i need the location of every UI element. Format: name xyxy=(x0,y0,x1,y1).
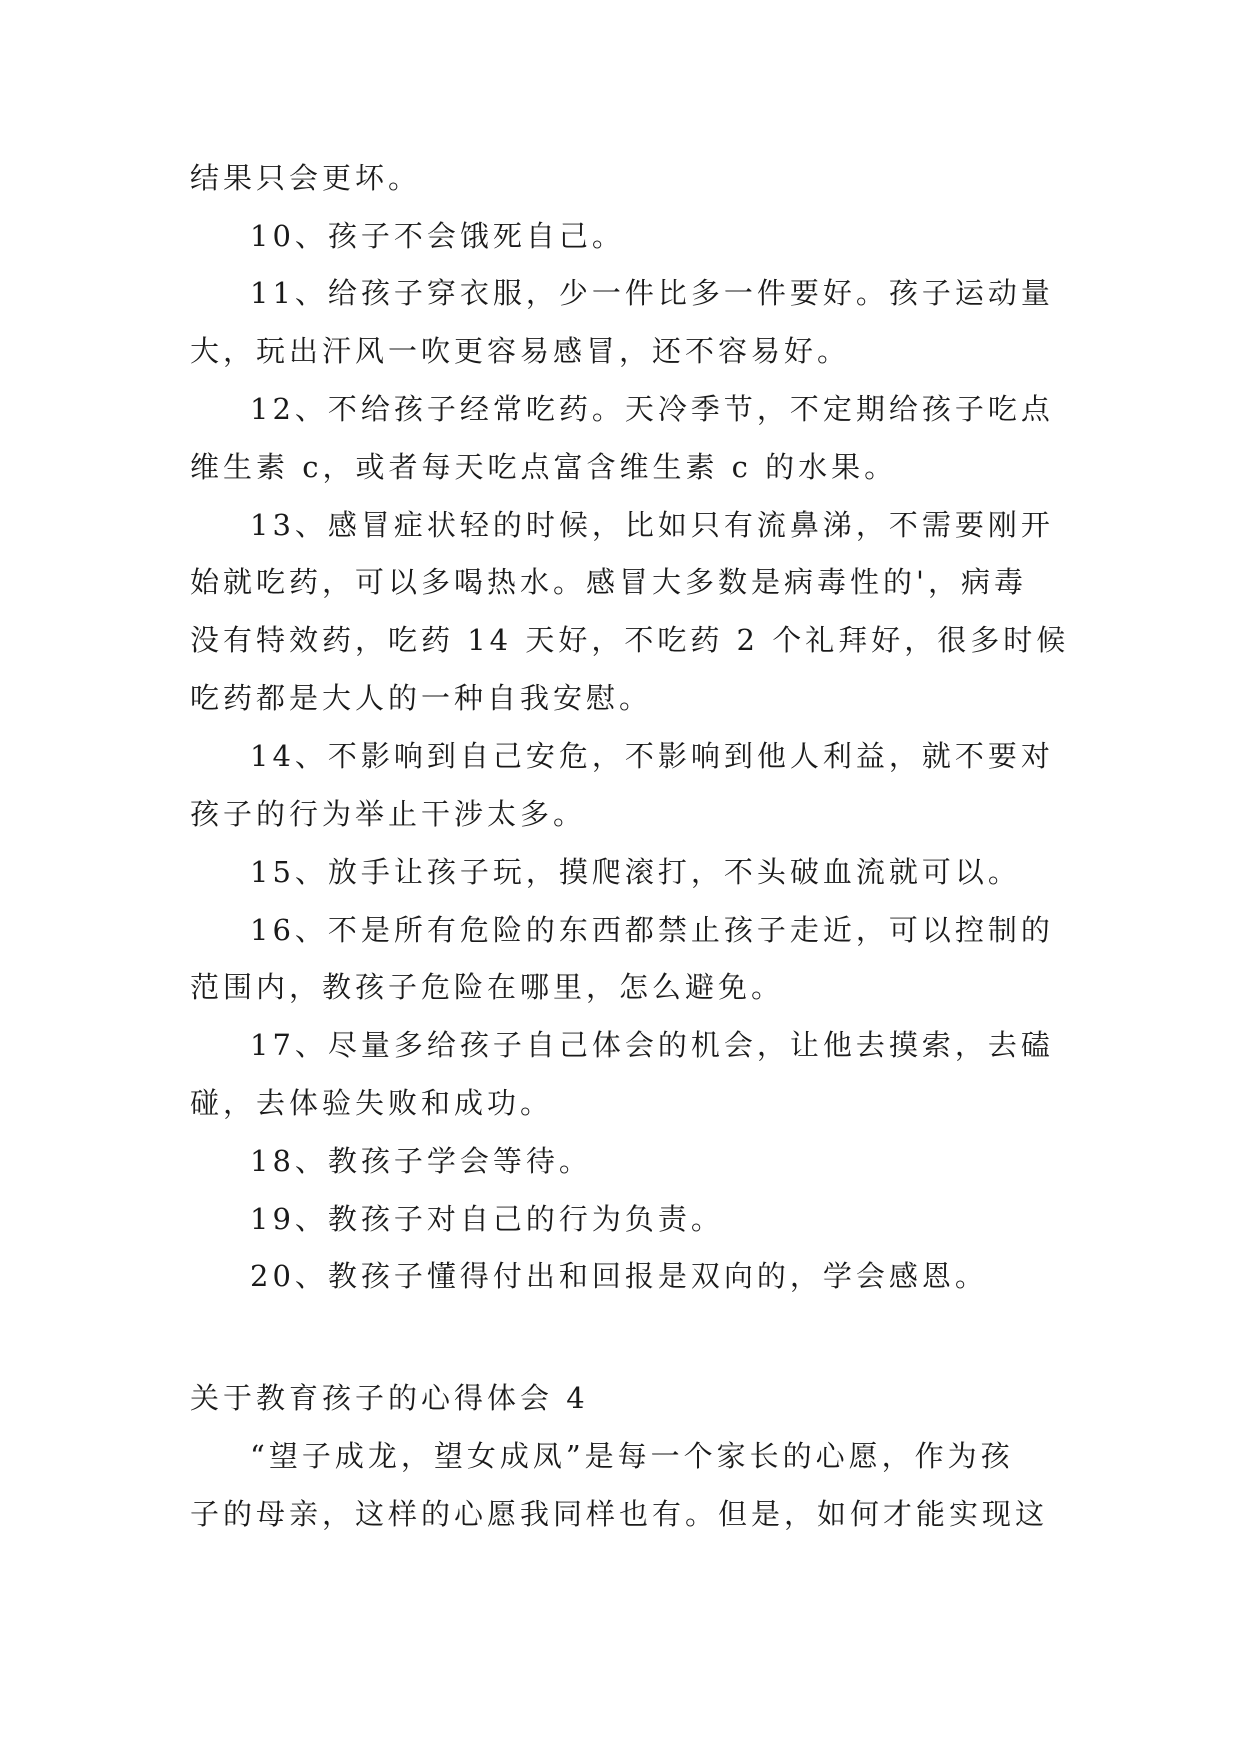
list-item-10: 10、孩子不会饿死自己。 xyxy=(250,219,625,253)
list-item-11: 11、给孩子穿衣服，少一件比多一件要好。孩子运动量 xyxy=(250,276,1054,310)
paragraph-line: “望子成龙，望女成凤”是每一个家长的心愿，作为孩 xyxy=(250,1439,1014,1473)
section-heading: 关于教育孩子的心得体会 4 xyxy=(190,1381,589,1415)
list-item-14: 14、不影响到自己安危，不影响到他人利益，就不要对 xyxy=(250,739,1054,773)
text-line: 维生素 c，或者每天吃点富含维生素 c 的水果。 xyxy=(190,450,898,484)
list-item-15: 15、放手让孩子玩，摸爬滚打，不头破血流就可以。 xyxy=(250,855,1021,889)
paragraph-line: 子的母亲，这样的心愿我同样也有。但是，如何才能实现这 xyxy=(190,1497,1049,1531)
list-item-20: 20、教孩子懂得付出和回报是双向的，学会感恩。 xyxy=(250,1259,988,1293)
list-item-16: 16、不是所有危险的东西都禁止孩子走近，可以控制的 xyxy=(250,913,1054,947)
text-line: 碰，去体验失败和成功。 xyxy=(190,1086,554,1120)
text-line: 始就吃药，可以多喝热水。感冒大多数是病毒性的'，病毒 xyxy=(190,565,1027,599)
list-item-12: 12、不给孩子经常吃药。天冷季节，不定期给孩子吃点 xyxy=(250,392,1054,426)
text-line: 孩子的行为举止干涉太多。 xyxy=(190,797,587,831)
list-item-13: 13、感冒症状轻的时候，比如只有流鼻涕，不需要刚开 xyxy=(250,508,1054,542)
text-line: 结果只会更坏。 xyxy=(190,161,422,195)
text-line: 没有特效药，吃药 14 天好，不吃药 2 个礼拜好，很多时候 xyxy=(190,623,1070,657)
list-item-18: 18、教孩子学会等待。 xyxy=(250,1144,592,1178)
text-line: 吃药都是大人的一种自我安慰。 xyxy=(190,681,653,715)
text-line: 大，玩出汗风一吹更容易感冒，还不容易好。 xyxy=(190,334,851,368)
text-line: 范围内，教孩子危险在哪里，怎么避免。 xyxy=(190,970,785,1004)
list-item-17: 17、尽量多给孩子自己体会的机会，让他去摸索，去磕 xyxy=(250,1028,1054,1062)
list-item-19: 19、教孩子对自己的行为负责。 xyxy=(250,1202,724,1236)
